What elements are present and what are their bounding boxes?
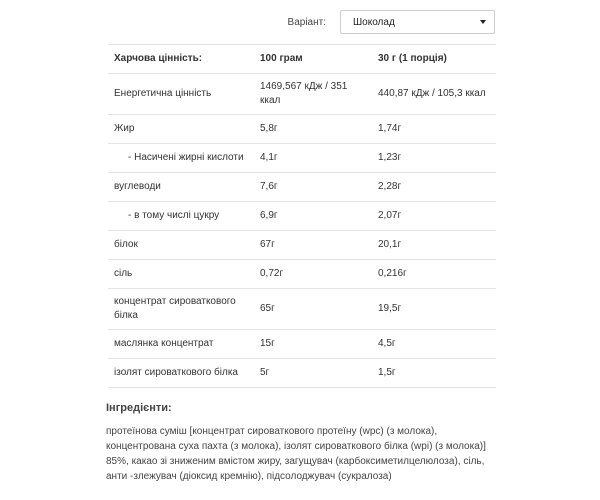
row-value-serving: 2,28г <box>372 173 496 202</box>
row-name: Енергетична цінність <box>108 74 254 115</box>
row-name: маслянка концентрат <box>108 330 254 359</box>
row-name: вуглеводи <box>108 173 254 202</box>
row-name: ізолят сироваткового білка <box>108 359 254 388</box>
row-value-serving: 2,07г <box>372 202 496 231</box>
row-value-serving: 440,87 кДж / 105,3 ккал <box>372 74 496 115</box>
header-nutrition: Харчова цінність: <box>108 45 254 74</box>
caret-down-icon <box>480 20 486 24</box>
row-value-100g: 67г <box>254 231 372 260</box>
row-value-100g: 5,8г <box>254 115 372 144</box>
variant-select[interactable] <box>340 10 495 34</box>
nutrition-table <box>108 44 496 388</box>
row-value-100g: 7,6г <box>254 173 372 202</box>
ingredients-title: Інгредієнти: <box>106 402 172 414</box>
row-name: концентрат сироваткового білка <box>108 289 254 330</box>
row-name: - в тому числі цукру <box>108 202 254 231</box>
row-value-serving: 19,5г <box>372 289 496 330</box>
row-value-serving: 1,74г <box>372 115 496 144</box>
row-value-100g: 65г <box>254 289 372 330</box>
row-value-serving: 0,216г <box>372 260 496 289</box>
header-100g: 100 грам <box>254 45 372 74</box>
row-value-serving: 1,5г <box>372 359 496 388</box>
row-value-serving: 20,1г <box>372 231 496 260</box>
row-name: - Насичені жирні кислоти <box>108 144 254 173</box>
row-name: сіль <box>108 260 254 289</box>
row-value-100g: 6,9г <box>254 202 372 231</box>
table-row <box>108 74 496 115</box>
table-row <box>108 260 496 289</box>
table-row <box>108 231 496 260</box>
table-header-row <box>108 45 496 74</box>
row-value-100g: 5г <box>254 359 372 388</box>
table-row <box>108 359 496 388</box>
table-row <box>108 289 496 330</box>
row-value-serving: 4,5г <box>372 330 496 359</box>
variant-row <box>288 10 495 34</box>
row-value-100g: 15г <box>254 330 372 359</box>
table-row <box>108 173 496 202</box>
table-row <box>108 144 496 173</box>
variant-selected-value: Шоколад <box>353 16 395 28</box>
row-value-100g: 4,1г <box>254 144 372 173</box>
row-value-100g: 1469,567 кДж / 351 ккал <box>254 74 372 115</box>
table-row <box>108 330 496 359</box>
table-row <box>108 202 496 231</box>
row-name: білок <box>108 231 254 260</box>
ingredients-text: протеїнова суміш [концентрат сироваткового протеїну (wpc) (з молока), концентрована суха пахта (з молока), ізолят сироваткового білка (wpi) (з молока)] 85%, какао зі зниженим вмістом жиру, загущувач (карбоксиметилцелюлоза), сіль, анти -злежувач (діоксид кремнію), підсолоджувач (сукралоза) <box>106 426 486 482</box>
row-name: Жир <box>108 115 254 144</box>
row-value-serving: 1,23г <box>372 144 496 173</box>
row-value-100g: 0,72г <box>254 260 372 289</box>
header-serving: 30 г (1 порція) <box>372 45 496 74</box>
variant-label: Варіант: <box>287 16 326 28</box>
table-row <box>108 115 496 144</box>
